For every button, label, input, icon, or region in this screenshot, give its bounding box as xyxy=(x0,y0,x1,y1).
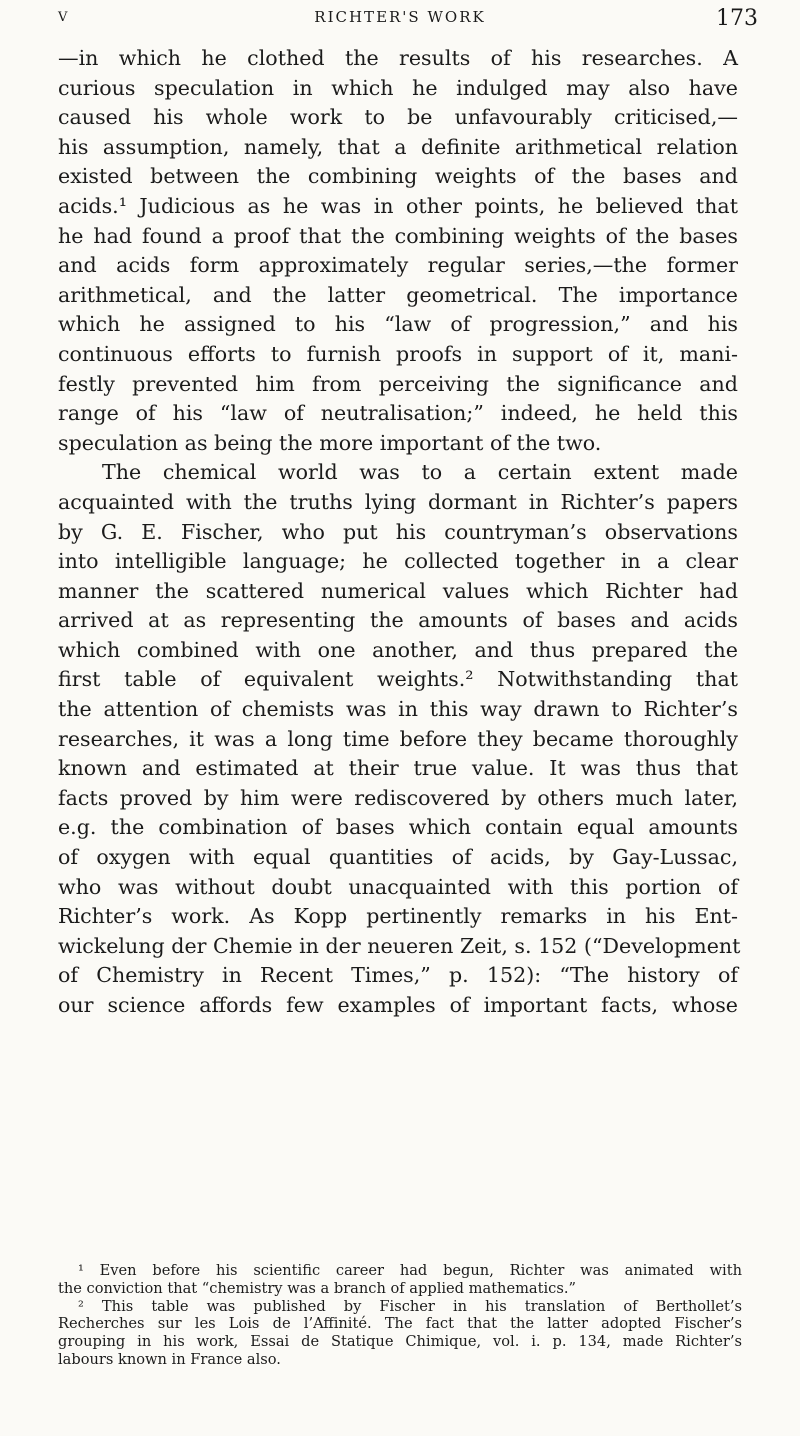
text-line: existed between the combining weights of the bases and xyxy=(58,164,738,189)
text-line: which combined with one another, and thus prepared the xyxy=(58,637,738,662)
text-line: —in which he clothed the results of his researches. A xyxy=(58,46,738,70)
text-line: acids.¹ Judicious as he was in other points, he believed that xyxy=(58,193,738,218)
page-header xyxy=(0,6,800,36)
text-line: festly prevented him from perceiving the significance and xyxy=(58,371,738,396)
text-line: e.g. the combination of bases which contain equal amounts xyxy=(58,815,738,840)
footnote-line: ¹ Even before his scientific career had begun, Richter was animated with xyxy=(78,1262,742,1279)
main-text xyxy=(58,44,741,1021)
text-line: of Chemistry in Recent Times,” p. 152): “The history of xyxy=(58,963,738,988)
footnote-line: labours known in France also. xyxy=(58,1350,281,1368)
text-line: first table of equivalent weights.² Notwithstanding that xyxy=(58,667,738,692)
text-line: he had found a proof that the combining weights of the bases xyxy=(58,223,738,248)
signature-mark: V xyxy=(58,10,68,25)
text-line: researches, it was a long time before they became thoroughly xyxy=(58,726,738,751)
text-line: acquainted with the truths lying dormant in Richter’s papers xyxy=(58,489,738,514)
text-line: arithmetical, and the latter geometrical. The importance xyxy=(58,282,738,307)
text-line: known and estimated at their true value. It was thus that xyxy=(58,756,738,781)
text-line: who was without doubt unacquainted with this portion of xyxy=(58,874,738,899)
text-line: which he assigned to his “law of progression,” and his xyxy=(58,312,738,337)
running-title: RICHTER'S WORK xyxy=(314,8,486,26)
text-line: range of his “law of neutralisation;” indeed, he held this xyxy=(58,401,738,426)
text-line: manner the scattered numerical values which Richter had xyxy=(58,578,738,603)
paragraph-start-line: The chemical world was to a certain extent made xyxy=(102,460,738,485)
text-line: continuous efforts to furnish proofs in support of it, mani- xyxy=(58,341,738,366)
text-line: arrived at as representing the amounts of bases and acids xyxy=(58,608,738,633)
text-line: Richter’s work. As Kopp pertinently remarks in his Ent- xyxy=(58,904,738,929)
footnote-line: ² This table was published by Fischer in his translation of Berthollet’s xyxy=(78,1297,742,1315)
text-line: caused his whole work to be unfavourably criticised,— xyxy=(58,105,738,130)
page-number: 173 xyxy=(716,6,758,31)
footnote-line: the conviction that “chemistry was a branch of applied mathematics.” xyxy=(58,1279,576,1297)
footnote-line: grouping in his work, Essai de Statique Chimique, vol. i. p. 134, made Richter’s xyxy=(58,1333,742,1351)
text-line: facts proved by him were rediscovered by others much later, xyxy=(58,785,738,810)
text-line: speculation as being the more important of the two. xyxy=(58,430,602,455)
text-line: by G. E. Fischer, who put his countryman’s observations xyxy=(58,519,738,544)
text-line: and acids form approximately regular series,—the former xyxy=(58,253,738,278)
text-line: of oxygen with equal quantities of acids, by Gay-Lussac, xyxy=(58,845,738,870)
text-line: into intelligible language; he collected together in a clear xyxy=(58,549,738,574)
text-line: wickelung der Chemie in der neueren Zeit, s. 152 (“Development xyxy=(58,933,741,958)
footnote-line: Recherches sur les Lois de l’Affinité. The fact that the latter adopted Fischer’s xyxy=(58,1315,742,1333)
text-line: his assumption, namely, that a definite arithmetical relation xyxy=(58,134,738,159)
footnotes xyxy=(58,1262,742,1369)
text-line: curious speculation in which he indulged may also have xyxy=(58,75,738,100)
text-line: our science affords few examples of important facts, whose xyxy=(58,993,738,1017)
text-line: the attention of chemists was in this way drawn to Richter’s xyxy=(58,697,738,722)
